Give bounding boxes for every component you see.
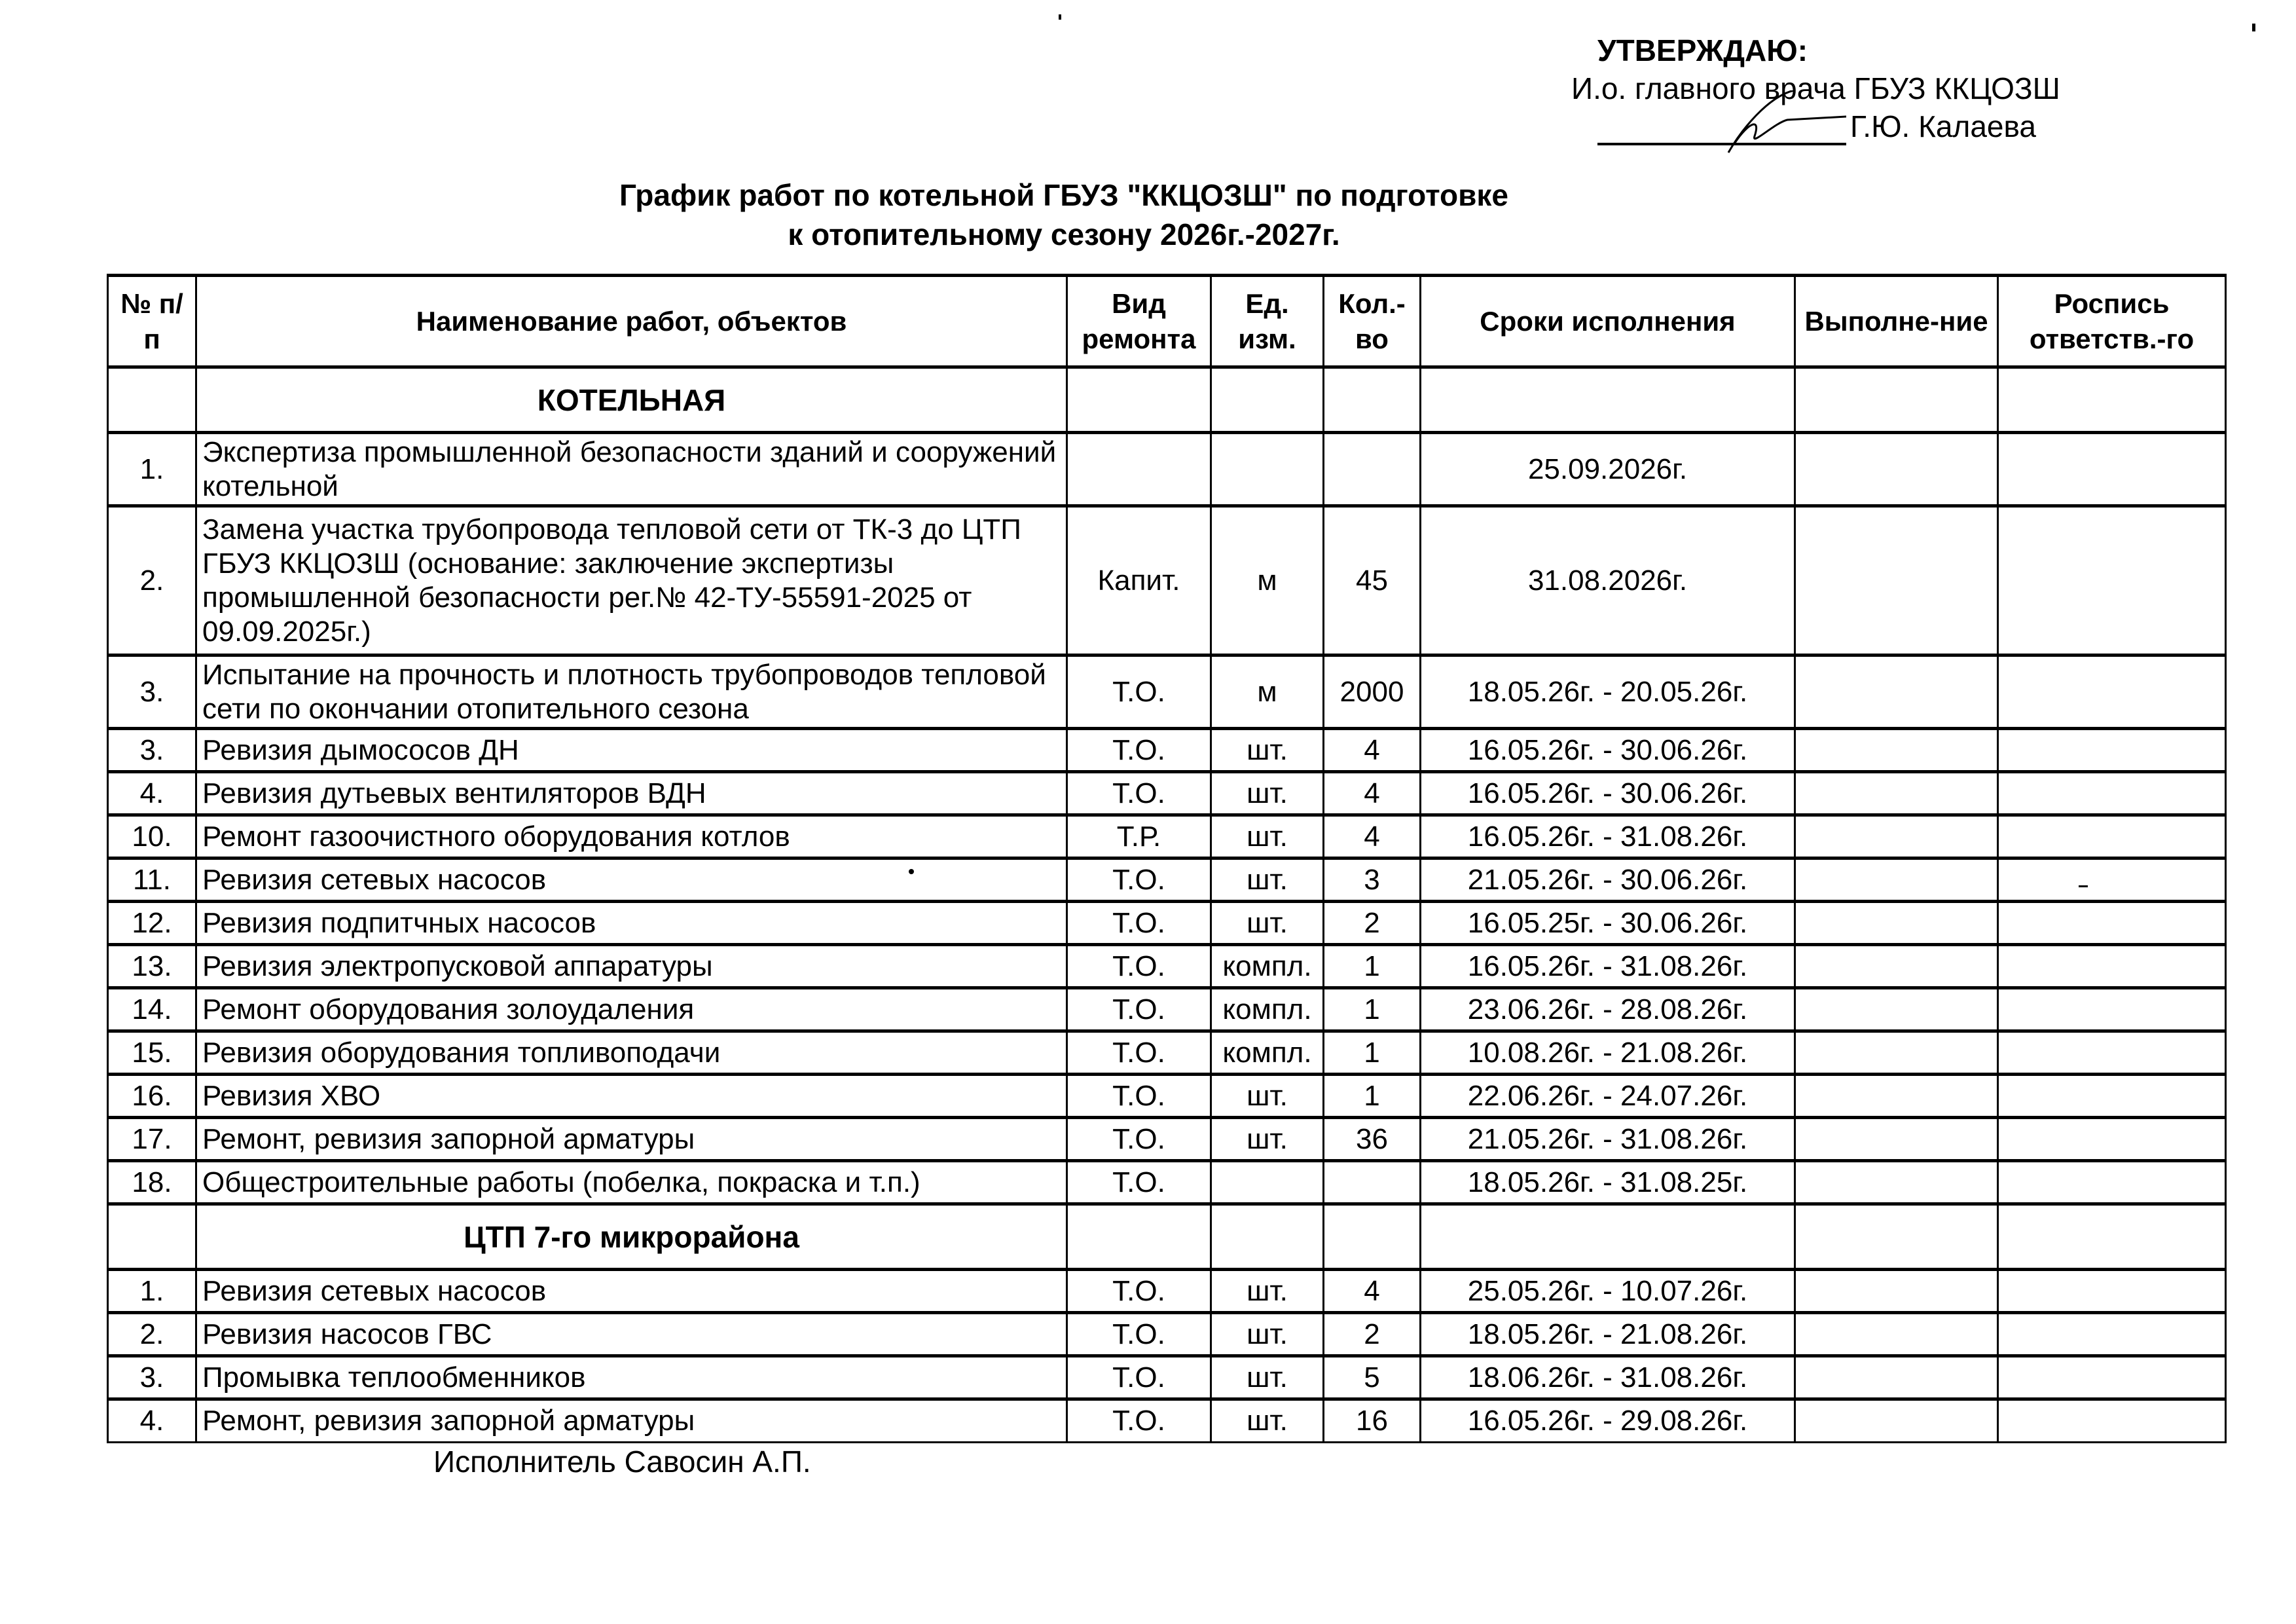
table-row xyxy=(108,858,2226,902)
deadline-cell: 18.05.26г. - 20.05.26г. xyxy=(1421,655,1795,729)
repair-type-cell: Капит. xyxy=(1067,506,1211,655)
deadline-cell: 10.08.26г. - 21.08.26г. xyxy=(1421,1031,1795,1075)
title-line-2: к отопительному сезону 2026г.-2027г. xyxy=(788,217,1340,251)
header-deadline: Сроки исполнения xyxy=(1421,276,1795,367)
section-title: ЦТП 7-го микрорайона xyxy=(196,1204,1067,1270)
deadline-cell: 18.05.26г. - 31.08.25г. xyxy=(1421,1161,1795,1204)
table-row xyxy=(108,988,2226,1031)
completion-cell[interactable] xyxy=(1795,655,1998,729)
responsible-signature-cell[interactable] xyxy=(1998,433,2226,506)
repair-type-cell: Т.О. xyxy=(1067,1161,1211,1204)
row-number-cell: 2. xyxy=(108,1313,196,1356)
table-row xyxy=(108,1118,2226,1161)
work-name-cell: Промывка теплообменников xyxy=(196,1356,1067,1399)
header-name: Наименование работ, объектов xyxy=(196,276,1067,367)
quantity-cell: 5 xyxy=(1324,1356,1421,1399)
work-name-cell: Ревизия оборудования топливоподачи xyxy=(196,1031,1067,1075)
responsible-signature-cell[interactable] xyxy=(1998,1399,2226,1443)
repair-type-cell: Т.О. xyxy=(1067,655,1211,729)
repair-type-cell: Т.О. xyxy=(1067,988,1211,1031)
quantity-cell: 1 xyxy=(1324,1075,1421,1118)
repair-type-cell: Т.О. xyxy=(1067,1356,1211,1399)
work-name-cell: Ремонт, ревизия запорной арматуры xyxy=(196,1399,1067,1443)
table-row xyxy=(108,433,2226,506)
approval-position: И.о. главного врача ГБУЗ ККЦОЗШ xyxy=(1571,71,2060,105)
unit-cell: шт. xyxy=(1211,902,1324,945)
work-name-cell: Испытание на прочность и плотность трубопроводов тепловой сети по окончании отопительного сезона xyxy=(196,655,1067,729)
repair-type-cell: Т.О. xyxy=(1067,858,1211,902)
repair-type-cell: Т.О. xyxy=(1067,902,1211,945)
unit-cell: шт. xyxy=(1211,1313,1324,1356)
scan-speck xyxy=(2079,885,2088,887)
responsible-signature-cell[interactable] xyxy=(1998,506,2226,655)
quantity-cell: 2 xyxy=(1324,902,1421,945)
responsible-signature-cell[interactable] xyxy=(1998,1031,2226,1075)
deadline-cell: 25.05.26г. - 10.07.26г. xyxy=(1421,1270,1795,1313)
completion-cell[interactable] xyxy=(1795,506,1998,655)
unit-cell: шт. xyxy=(1211,858,1324,902)
row-number-cell: 3. xyxy=(108,729,196,772)
scan-speck xyxy=(1059,14,1061,20)
work-name-cell: Ревизия ХВО xyxy=(196,1075,1067,1118)
scan-speck xyxy=(2252,24,2255,31)
work-name-cell: Общестроительные работы (побелка, покраска и т.п.) xyxy=(196,1161,1067,1204)
responsible-signature-cell[interactable] xyxy=(1998,902,2226,945)
scan-speck xyxy=(909,869,914,874)
section-empty-cell xyxy=(1324,367,1421,433)
work-name-cell: Ревизия подпитчных насосов xyxy=(196,902,1067,945)
approval-block xyxy=(1571,31,2160,145)
completion-cell[interactable] xyxy=(1795,1031,1998,1075)
repair-type-cell xyxy=(1067,433,1211,506)
repair-type-cell: Т.О. xyxy=(1067,729,1211,772)
responsible-signature-cell[interactable] xyxy=(1998,1161,2226,1204)
responsible-signature-cell[interactable] xyxy=(1998,772,2226,815)
work-name-cell: Замена участка трубопровода тепловой сети от ТК-3 до ЦТП ГБУЗ ККЦОЗШ (основание: заключение экспертизы промышленной безопасности рег.№ 42-ТУ-55591-2025 от 09.09.2025г.) xyxy=(196,506,1067,655)
work-name-cell: Ревизия электропусковой аппаратуры xyxy=(196,945,1067,988)
deadline-cell: 16.05.26г. - 30.06.26г. xyxy=(1421,729,1795,772)
repair-type-cell: Т.Р. xyxy=(1067,815,1211,858)
section-empty-cell xyxy=(1998,367,2226,433)
deadline-cell: 16.05.26г. - 31.08.26г. xyxy=(1421,945,1795,988)
responsible-signature-cell[interactable] xyxy=(1998,1118,2226,1161)
deadline-cell: 16.05.26г. - 29.08.26г. xyxy=(1421,1399,1795,1443)
completion-cell[interactable] xyxy=(1795,1270,1998,1313)
quantity-cell: 1 xyxy=(1324,988,1421,1031)
table-row xyxy=(108,1399,2226,1443)
deadline-cell: 23.06.26г. - 28.08.26г. xyxy=(1421,988,1795,1031)
repair-type-cell: Т.О. xyxy=(1067,1313,1211,1356)
table-row xyxy=(108,772,2226,815)
unit-cell xyxy=(1211,1161,1324,1204)
work-name-cell: Ремонт, ревизия запорной арматуры xyxy=(196,1118,1067,1161)
table-row xyxy=(108,729,2226,772)
section-empty-cell xyxy=(1421,367,1795,433)
unit-cell: шт. xyxy=(1211,1399,1324,1443)
table-header-row xyxy=(108,276,2226,367)
responsible-signature-cell[interactable] xyxy=(1998,1270,2226,1313)
responsible-signature-cell[interactable] xyxy=(1998,729,2226,772)
work-name-cell: Экспертиза промышленной безопасности зданий и сооружений котельной xyxy=(196,433,1067,506)
section-row xyxy=(108,1204,2226,1270)
signature-line xyxy=(1571,107,2160,145)
schedule-table xyxy=(107,274,2227,1443)
repair-type-cell: Т.О. xyxy=(1067,1118,1211,1161)
completion-cell[interactable] xyxy=(1795,858,1998,902)
responsible-signature-cell[interactable] xyxy=(1998,945,2226,988)
header-repair-type: Вид ремонта xyxy=(1067,276,1211,367)
row-number-cell: 12. xyxy=(108,902,196,945)
responsible-signature-cell[interactable] xyxy=(1998,988,2226,1031)
row-number-cell: 14. xyxy=(108,988,196,1031)
responsible-signature-cell[interactable] xyxy=(1998,655,2226,729)
work-name-cell: Ревизия сетевых насосов xyxy=(196,858,1067,902)
signature-underline xyxy=(1597,117,1846,145)
deadline-cell: 21.05.26г. - 30.06.26г. xyxy=(1421,858,1795,902)
table-row xyxy=(108,1075,2226,1118)
section-empty-cell xyxy=(1211,367,1324,433)
header-signature: Роспись ответств.-го xyxy=(1998,276,2226,367)
quantity-cell: 2000 xyxy=(1324,655,1421,729)
quantity-cell xyxy=(1324,433,1421,506)
section-empty-cell xyxy=(108,1204,196,1270)
unit-cell: шт. xyxy=(1211,1118,1324,1161)
deadline-cell: 16.05.26г. - 30.06.26г. xyxy=(1421,772,1795,815)
table-row xyxy=(108,1356,2226,1399)
row-number-cell: 1. xyxy=(108,1270,196,1313)
document-title xyxy=(524,175,1604,254)
title-line-1: График работ по котельной ГБУЗ "ККЦОЗШ" по подготовке xyxy=(619,178,1508,212)
quantity-cell: 4 xyxy=(1324,815,1421,858)
row-number-cell: 18. xyxy=(108,1161,196,1204)
table-row xyxy=(108,1270,2226,1313)
work-name-cell: Ревизия сетевых насосов xyxy=(196,1270,1067,1313)
unit-cell: шт. xyxy=(1211,772,1324,815)
header-qty: Кол.-во xyxy=(1324,276,1421,367)
completion-cell[interactable] xyxy=(1795,729,1998,772)
repair-type-cell: Т.О. xyxy=(1067,1399,1211,1443)
unit-cell: шт. xyxy=(1211,1356,1324,1399)
section-empty-cell xyxy=(1067,1204,1211,1270)
unit-cell: шт. xyxy=(1211,815,1324,858)
row-number-cell: 2. xyxy=(108,506,196,655)
section-row xyxy=(108,367,2226,433)
row-number-cell: 17. xyxy=(108,1118,196,1161)
quantity-cell xyxy=(1324,1161,1421,1204)
section-title: КОТЕЛЬНАЯ xyxy=(196,367,1067,433)
unit-cell: м xyxy=(1211,506,1324,655)
row-number-cell: 11. xyxy=(108,858,196,902)
unit-cell: шт. xyxy=(1211,1270,1324,1313)
unit-cell: м xyxy=(1211,655,1324,729)
row-number-cell: 1. xyxy=(108,433,196,506)
completion-cell[interactable] xyxy=(1795,1118,1998,1161)
approval-signatory: Г.Ю. Калаева xyxy=(1850,109,2036,143)
completion-cell[interactable] xyxy=(1795,1075,1998,1118)
table-row xyxy=(108,902,2226,945)
unit-cell: шт. xyxy=(1211,1075,1324,1118)
row-number-cell: 3. xyxy=(108,1356,196,1399)
deadline-cell: 21.05.26г. - 31.08.26г. xyxy=(1421,1118,1795,1161)
responsible-signature-cell[interactable] xyxy=(1998,858,2226,902)
repair-type-cell: Т.О. xyxy=(1067,772,1211,815)
section-empty-cell xyxy=(1067,367,1211,433)
table-row xyxy=(108,1031,2226,1075)
quantity-cell: 4 xyxy=(1324,1270,1421,1313)
table-row xyxy=(108,506,2226,655)
quantity-cell: 16 xyxy=(1324,1399,1421,1443)
header-num: № п/п xyxy=(108,276,196,367)
completion-cell[interactable] xyxy=(1795,1399,1998,1443)
executor-line: Исполнитель Савосин А.П. xyxy=(433,1445,811,1479)
quantity-cell: 3 xyxy=(1324,858,1421,902)
responsible-signature-cell[interactable] xyxy=(1998,815,2226,858)
row-number-cell: 3. xyxy=(108,655,196,729)
quantity-cell: 1 xyxy=(1324,945,1421,988)
section-empty-cell xyxy=(1998,1204,2226,1270)
table-body xyxy=(108,367,2226,1443)
quantity-cell: 2 xyxy=(1324,1313,1421,1356)
repair-type-cell: Т.О. xyxy=(1067,1031,1211,1075)
header-done: Выполне-ние xyxy=(1795,276,1998,367)
deadline-cell: 25.09.2026г. xyxy=(1421,433,1795,506)
completion-cell[interactable] xyxy=(1795,1356,1998,1399)
header-unit: Ед. изм. xyxy=(1211,276,1324,367)
work-name-cell: Ревизия дутьевых вентиляторов ВДН xyxy=(196,772,1067,815)
unit-cell: компл. xyxy=(1211,1031,1324,1075)
row-number-cell: 4. xyxy=(108,772,196,815)
section-empty-cell xyxy=(1795,1204,1998,1270)
repair-type-cell: Т.О. xyxy=(1067,945,1211,988)
quantity-cell: 45 xyxy=(1324,506,1421,655)
row-number-cell: 15. xyxy=(108,1031,196,1075)
approval-heading: УТВЕРЖДАЮ: xyxy=(1597,33,1808,67)
repair-type-cell: Т.О. xyxy=(1067,1075,1211,1118)
handwritten-signature-icon xyxy=(1715,90,1846,156)
section-empty-cell xyxy=(1211,1204,1324,1270)
quantity-cell: 4 xyxy=(1324,772,1421,815)
deadline-cell: 31.08.2026г. xyxy=(1421,506,1795,655)
row-number-cell: 16. xyxy=(108,1075,196,1118)
work-name-cell: Ревизия насосов ГВС xyxy=(196,1313,1067,1356)
deadline-cell: 16.05.26г. - 31.08.26г. xyxy=(1421,815,1795,858)
row-number-cell: 10. xyxy=(108,815,196,858)
quantity-cell: 1 xyxy=(1324,1031,1421,1075)
quantity-cell: 4 xyxy=(1324,729,1421,772)
row-number-cell: 13. xyxy=(108,945,196,988)
completion-cell[interactable] xyxy=(1795,815,1998,858)
completion-cell[interactable] xyxy=(1795,772,1998,815)
section-empty-cell xyxy=(1795,367,1998,433)
table-row xyxy=(108,945,2226,988)
row-number-cell: 4. xyxy=(108,1399,196,1443)
completion-cell[interactable] xyxy=(1795,988,1998,1031)
completion-cell[interactable] xyxy=(1795,433,1998,506)
repair-type-cell: Т.О. xyxy=(1067,1270,1211,1313)
unit-cell: шт. xyxy=(1211,729,1324,772)
responsible-signature-cell[interactable] xyxy=(1998,1313,2226,1356)
section-empty-cell xyxy=(1324,1204,1421,1270)
work-name-cell: Ремонт оборудования золоудаления xyxy=(196,988,1067,1031)
completion-cell[interactable] xyxy=(1795,1313,1998,1356)
deadline-cell: 16.05.25г. - 30.06.26г. xyxy=(1421,902,1795,945)
table-row xyxy=(108,815,2226,858)
section-empty-cell xyxy=(108,367,196,433)
work-name-cell: Ремонт газоочистного оборудования котлов xyxy=(196,815,1067,858)
unit-cell: компл. xyxy=(1211,945,1324,988)
work-name-cell: Ревизия дымососов ДН xyxy=(196,729,1067,772)
table-row xyxy=(108,1161,2226,1204)
completion-cell[interactable] xyxy=(1795,1161,1998,1204)
responsible-signature-cell[interactable] xyxy=(1998,1356,2226,1399)
completion-cell[interactable] xyxy=(1795,945,1998,988)
deadline-cell: 18.06.26г. - 31.08.26г. xyxy=(1421,1356,1795,1399)
unit-cell: компл. xyxy=(1211,988,1324,1031)
table-row xyxy=(108,1313,2226,1356)
quantity-cell: 36 xyxy=(1324,1118,1421,1161)
completion-cell[interactable] xyxy=(1795,902,1998,945)
table-row xyxy=(108,655,2226,729)
responsible-signature-cell[interactable] xyxy=(1998,1075,2226,1118)
deadline-cell: 18.05.26г. - 21.08.26г. xyxy=(1421,1313,1795,1356)
section-empty-cell xyxy=(1421,1204,1795,1270)
unit-cell xyxy=(1211,433,1324,506)
deadline-cell: 22.06.26г. - 24.07.26г. xyxy=(1421,1075,1795,1118)
